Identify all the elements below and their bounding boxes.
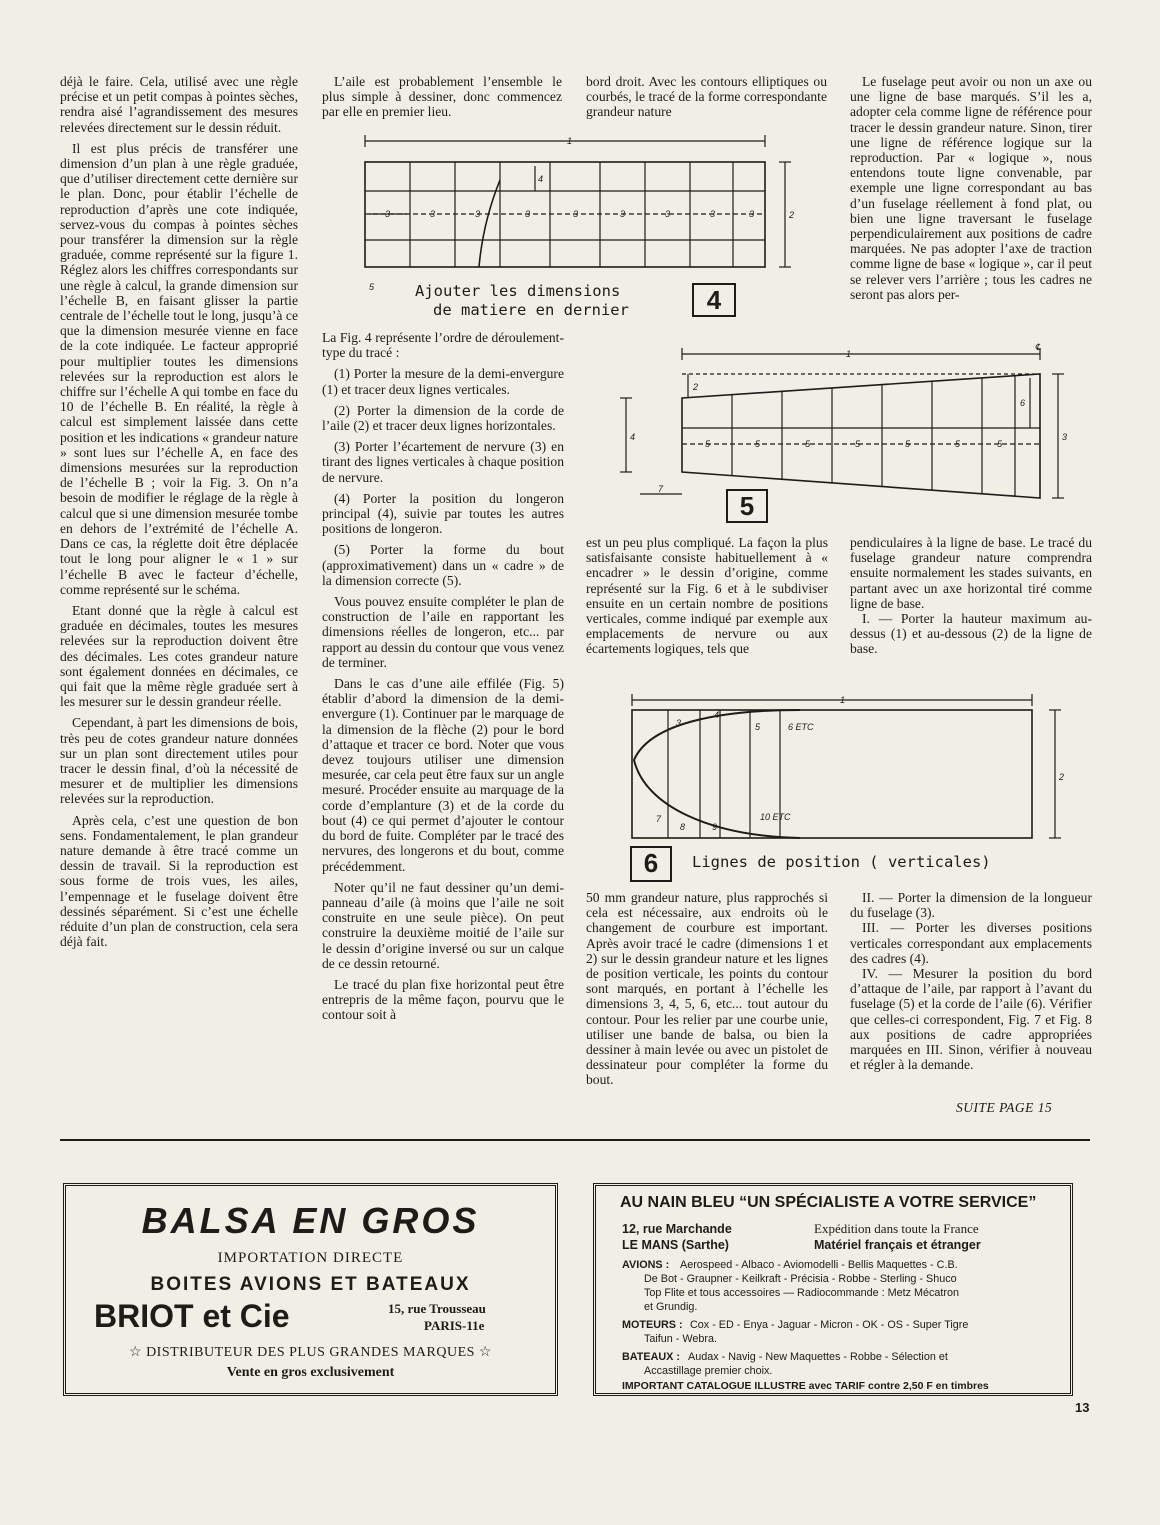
dim-label-3: 3 (573, 209, 579, 219)
paragraph: bord droit. Avec les contours elliptiques ou courbés, le tracé de la forme correspondante grandeur nature (586, 74, 827, 120)
ad-line: Taifun - Webra. (644, 1333, 718, 1345)
figure-4-drawing (355, 132, 815, 297)
ad-line: Accastillage premier choix. (644, 1365, 773, 1377)
ad-line: Top Flite et tous accessoires — Radiocommande : Metz Mécatron (644, 1287, 960, 1299)
paragraph: La Fig. 4 représente l’ordre de déroulement-type du tracé : (322, 330, 564, 361)
page-number: 13 (1075, 1400, 1090, 1415)
dim-label-3: 3 (385, 209, 391, 219)
dim-label-6: 6 (1020, 398, 1026, 408)
paragraph: Cependant, à part les dimensions de bois, très peu de cotes grandeur nature données sur un plan sont directement utiles pour tracer le dessin final, d’où la nécessité de mesurer et de multiplier les dimensions relevées sur la reproduction. (60, 715, 298, 807)
dim-label-5: 5 (805, 439, 811, 449)
paragraph: Il est plus précis de transférer une dimension d’un plan à une règle graduée, que d’utiliser directement cette dernière sur le plan. Donc, pour établir l’échelle de reproduction d’après une cote indiquée, servez-vous du compas à pointes sèches pour transférer la dimension sur la règle graduée, comme représenté sur la figure 1. Réglez alors les chiffres correspondants sur une règle à calcul, la grande dimension sur l’échelle B, en faisant glisser la partie centrale de l’échelle tout le long, jusqu’à ce que la dimension mesurée vienne en face de la cote indiquée. Le facteur approprié pour multiplier toutes les dimensions relevées sur la reproduction est alors le chiffre sur l’échelle A qui tombe en face du 10 de l’échelle B. En réalité, la règle à calcul est simplement laissée dans cette position et les indications « grandeur nature » sont lues sur l’échelle A, en face des dimensions mesurées sur la reproduction de l’échelle B ; voir la Fig. 3. On n’a besoin de modifier le réglage de la règle à calcul que si une dimension mesurée tombe en dehors de l’extrémité de l’échelle A. Dans ce cas, la réglette doit être déplacée tout le long pour aligner le « 1 » sur l’échelle B avec le facteur d’échelle, comme représenté sur le schéma. (60, 140, 298, 597)
dim-label-9: 9 (712, 822, 718, 832)
caption-line: de matiere en dernier (433, 301, 629, 319)
dim-label-4: 4 (630, 432, 636, 442)
ad-line: Matériel français et étranger (814, 1238, 981, 1252)
ad-title: AU NAIN BLEU “UN SPÉCIALISTE A VOTRE SERVICE” (620, 1194, 1037, 1211)
dim-label-10-etc: 10 ETC (760, 812, 791, 822)
dim-label-5: 5 (855, 439, 861, 449)
dim-label-3: 3 (620, 209, 626, 219)
ad-label: AVIONS : (622, 1259, 670, 1271)
ad-address: 15, rue Trousseau (388, 1301, 486, 1316)
ad-title: BALSA EN GROS (141, 1200, 480, 1241)
ad-footer: IMPORTANT CATALOGUE ILLUSTRE avec TARIF contre 2,50 F en timbres (622, 1380, 989, 1392)
paragraph: Vous pouvez ensuite compléter le plan de construction de l’aile en rapportant les dimensions réelles de longeron, etc... par rapport au dessin du contour que vous venez de terminer. (322, 594, 564, 670)
paragraph: L’aile est probablement l’ensemble le plus simple à dessiner, donc commencez par elle en premier lieu. (322, 74, 562, 120)
caption-line: Ajouter les dimensions (415, 282, 621, 300)
ad-line: Cox - ED - Enya - Jaguar - Micron - OK - OS - Super Tigre (690, 1319, 969, 1331)
dim-label-6-etc: 6 ETC (788, 722, 814, 732)
paragraph: Le tracé du plan fixe horizontal peut être entrepris de la même façon, pourvu que le contour soit à (322, 976, 564, 1023)
dim-label-1: 1 (567, 136, 573, 146)
paragraph: est un peu plus compliqué. La façon la plus satisfaisante consiste habituellement à « encadrer » le dessin d’origine, comme représenté sur la Fig. 6 et à le subdiviser ensuite en un certain nombre de positions verticales, comme indiqué par exemple aux emplacements de nervure ou aux écartements logiques, tels que (586, 535, 828, 657)
ad-line: De Bot - Graupner - Keilkraft - Précisia - Robbe - Sterling - Shuco (644, 1273, 957, 1285)
column-2-top (322, 74, 562, 126)
ad-line: Vente en gros exclusivement (226, 1365, 395, 1380)
dim-label-3: 3 (1062, 432, 1068, 442)
ad-au-nain-bleu (593, 1183, 1073, 1396)
figure-6-caption: Lignes de position ( verticales) (692, 853, 991, 871)
column-4-bottom (850, 890, 1092, 1078)
paragraph: (2) Porter la dimension de la corde de l’aile (2) et tracer deux lignes horizontales. (322, 402, 564, 434)
dim-label-5: 5 (955, 439, 961, 449)
figure-4-number: 4 (692, 283, 736, 317)
dim-label-3: 3 (710, 209, 716, 219)
ad-label: BATEAUX : (622, 1351, 680, 1363)
paragraph: Etant donné que la règle à calcul est graduée en décimales, toutes les mesures relevées sur la reproduction doivent être des décimales. Les cotes grandeur nature sont également données en décimales, ce qui fait que la même règle graduée sert à les mesurer sur le dessin grandeur réelle. (60, 602, 298, 710)
dim-label-2: 2 (693, 382, 699, 392)
paragraph: IV. — Mesurer la position du bord d’attaque de l’aile, par rapport à l’avant du fuselage (5) et la corde de l’aile (6). Vérifier que celles-ci correspondent, Fig. 7 et Fig. 8 aux positions de cadre appropriées marquées en III. Sinon, vérifier à nouveau et régler à la demande. (850, 966, 1092, 1073)
dim-label-5: 5 (755, 439, 761, 449)
dim-label-5: 5 (755, 722, 761, 732)
dim-label-4: 4 (714, 710, 720, 720)
dim-label-3: 3 (525, 209, 531, 219)
ad-brand: BRIOT et Cie (94, 1298, 290, 1334)
dim-label-3: 3 (475, 209, 481, 219)
ad-address: 12, rue Marchande (622, 1222, 732, 1236)
dim-label-1: 1 (846, 349, 852, 359)
dim-label-3: 3 (430, 209, 436, 219)
dim-label-7: 7 (656, 814, 662, 824)
figure-6-drawing (600, 688, 1090, 848)
centerline-symbol: ℄ (1035, 342, 1041, 352)
figure-5-drawing (610, 342, 1070, 522)
column-3-mid (586, 535, 828, 663)
paragraph: (4) Porter la position du longeron principal (4), suivie par toutes les autres positions de longeron. (322, 490, 564, 537)
ad-balsa-en-gros (63, 1183, 558, 1396)
paragraph: déjà le faire. Cela, utilisé avec une règle précise et un petit compas à pointes sèches, rendra aisé l’agrandissement des mesures relevées directement sur le dessin réduit. (60, 74, 298, 135)
paragraph: Noter qu’il ne faut dessiner qu’un demi-panneau d’aile (à moins que l’aile ne soit construite en une seule pièce). On peut construire la deuxième moitié de l’aile sur le dessin d’origine inversé ou sur un calque de ce dessin retourné. (322, 879, 564, 971)
paragraph: 50 mm grandeur nature, plus rapprochés si cela est nécessaire, aux endroits où le changement de courbure est important. Après avoir tracé le cadre (dimensions 1 et 2) sur le dessin grandeur nature et les lignes de position verticale, les points du contour sont marqués, en portant à l’échelle les dimensions 3, 4, 5, 6, etc... tout autour du contour. Pour les relier par une courbe unie, utiliser une bande de balsa, ou bien la dessiner à main levée ou avec un pistolet de dessinateur pour compléter la forme du bout. (586, 890, 828, 1088)
dim-label-5: 5 (369, 282, 375, 292)
column-3-bottom (586, 890, 828, 1094)
ad-line: Aerospeed - Albaco - Aviomodelli - Bellis Maquettes - C.B. (680, 1259, 958, 1271)
column-2 (322, 330, 564, 1029)
ad-line: ☆ DISTRIBUTEUR DES PLUS GRANDES MARQUES ☆ (129, 1345, 492, 1360)
ad-address: LE MANS (Sarthe) (622, 1238, 729, 1252)
paragraph: Après cela, c’est une question de bon sens. Fondamentalement, le plan grandeur nature demande à être tracé comme un dessin de travail. Si la reproduction est sous forme de trois vues, les ailes, l’empennage et le fuselage doivent être dessinés séparément. Si c’est une échelle réduite d’un plan de construction, cela sera déjà fait. (60, 812, 298, 950)
dim-label-8: 8 (680, 822, 686, 832)
paragraph: (3) Porter l’écartement de nervure (3) en tirant des lignes verticales à chaque position de nervure. (322, 439, 564, 485)
dim-label-2: 2 (789, 210, 795, 220)
ad-address: PARIS-11e (424, 1318, 485, 1333)
dim-label-5: 5 (997, 439, 1003, 449)
dim-label-5: 5 (705, 439, 711, 449)
ad-line: et Grundig. (644, 1301, 698, 1313)
dim-label-4: 4 (538, 174, 544, 184)
figure-5-number: 5 (726, 489, 768, 523)
dim-label-1: 1 (840, 695, 846, 705)
dim-label-5: 5 (905, 439, 911, 449)
paragraph: (1) Porter la mesure de la demi-envergure (1) et tracer deux lignes verticales. (322, 366, 564, 397)
paragraph: Dans le cas d’une aile effilée (Fig. 5) établir d’abord la dimension de la demi-envergure (1). Continuer par le marquage de la dimension de la flèche (2) pour le bord d’attaque et tracer ce bord. Noter que vous devez toujours utiliser une dimension mesurée, car cela peut être faux sur un angle mesuré. Procéder ensuite au marquage de la corde d’emplanture (3) et de la corde du bout (4) ce qui permet d’ajouter le contour du bord de fuite. Compléter par le tracé des nervures, des longerons et du bout, comme précédemment. (322, 676, 564, 874)
figure-6-number: 6 (630, 846, 672, 882)
ad-line: Expédition dans toute la France (814, 1221, 979, 1236)
figure-4-caption (415, 282, 629, 320)
divider (60, 1139, 1090, 1141)
column-1 (60, 74, 298, 955)
continued-note: SUITE PAGE 15 (956, 1100, 1053, 1115)
paragraph: III. — Porter les diverses positions verticales correspondant aux emplacements des cadres (4). (850, 920, 1092, 966)
paragraph: Le fuselage peut avoir ou non un axe ou une ligne de base marqués. S’il les a, adopter cela comme ligne de référence pour tracer le dessin grandeur nature. Sinon, tirer une ligne de référence logique sur la reproduction. Par « logique », nous entendons toute ligne convenable, par exemple une ligne correspondant au bas d’un fuselage réellement à fond plat, ou bien une ligne traversant le fuselage perpendiculairement aux positions de cadre marquées. Ne pas adopter l’axe de traction comme ligne de base « logique », car il peut se relever vers l’arrière ; tous les cadres ne seront pas alors per- (850, 74, 1092, 302)
paragraph: II. — Porter la dimension de la longueur du fuselage (3). (850, 890, 1092, 921)
dim-label-7: 7 (658, 484, 664, 494)
dim-label-3: 3 (665, 209, 671, 219)
column-4-top (850, 74, 1092, 308)
column-3-top (586, 74, 827, 126)
paragraph: (5) Porter la forme du bout (approximativement) dans un « cadre » de la dimension correcte (5). (322, 542, 564, 588)
dim-label-3: 3 (676, 718, 682, 728)
paragraph: pendiculaires à la ligne de base. Le tracé du fuselage grandeur nature comprendra ensuite normalement les stades suivants, en partant avec un axe horizontal tiré comme ligne de base. (850, 535, 1092, 611)
dim-label-2: 2 (1059, 772, 1065, 782)
ad-line: Audax - Navig - New Maquettes - Robbe - Sélection et (688, 1351, 948, 1363)
paragraph: I. — Porter la hauteur maximum au-dessus (1) et au-dessous (2) de la ligne de base. (850, 611, 1092, 657)
ad-label: MOTEURS : (622, 1319, 683, 1331)
dim-label-3: 3 (749, 209, 755, 219)
column-4-mid (850, 535, 1092, 663)
ad-line: BOITES AVIONS ET BATEAUX (150, 1274, 471, 1295)
ad-line: IMPORTATION DIRECTE (217, 1250, 404, 1266)
